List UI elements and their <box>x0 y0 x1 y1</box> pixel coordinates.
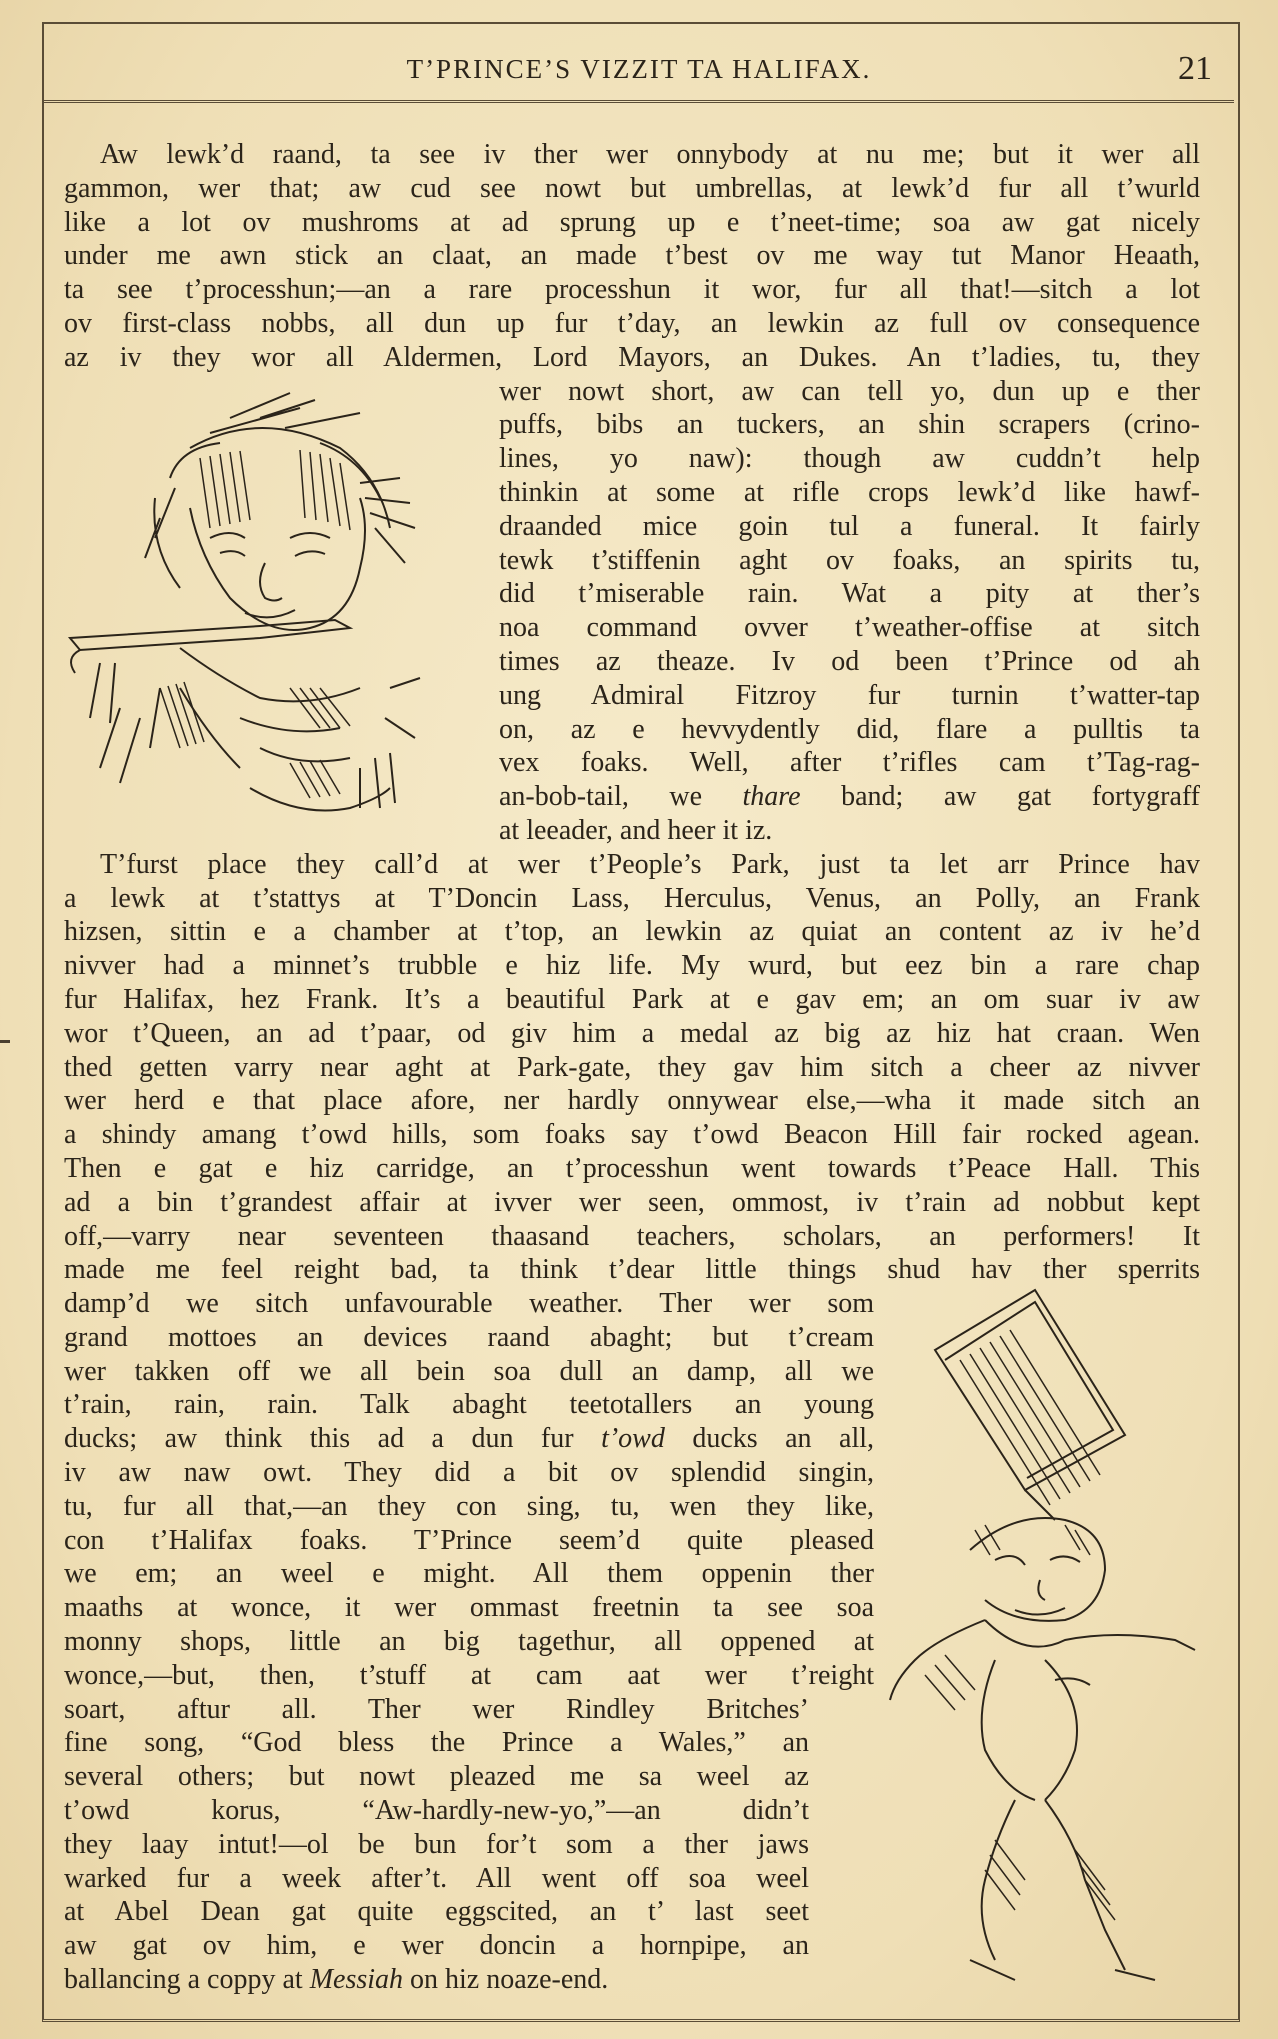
text-line: ballancing a coppy at Messiah on hiz noaze-end. <box>64 1964 609 1996</box>
running-title: T’PRINCE’S VIZZIT TA HALIFAX. <box>406 54 872 84</box>
text-line: con t’Halifax foaks. T’Prince seem’d quite pleased <box>64 1524 874 1556</box>
text-line: thed getten varry near aght at Park-gate, they gav him sitch a cheer az nivver <box>64 1051 1200 1083</box>
text-line: gammon, wer that; aw cud see nowt but umbrellas, at lewk’d fur all t’wurld <box>64 172 1200 204</box>
italic-word: Messiah <box>309 1964 404 1996</box>
text-line: damp’d we sitch unfavourable weather. Ther wer som <box>64 1288 874 1320</box>
text-line: ov first-class nobbs, all dun up fur t’day, an lewkin az full ov consequence <box>64 307 1200 339</box>
italic-word: t’owd <box>601 1423 665 1455</box>
text-line: at Abel Dean gat quite eggscited, an t’ last seet <box>64 1896 809 1928</box>
text-line: az iv they wor all Aldermen, Lord Mayors, an Dukes. An t’ladies, tu, they <box>64 341 1200 373</box>
text-line: ung Admiral Fitzroy fur turnin t’watter-tap <box>499 679 1200 711</box>
text-line: an-bob-tail, we thare band; aw gat fortygraff <box>499 781 1201 813</box>
text-line: tewk t’stiffenin aght ov foaks, an spirits tu, <box>499 544 1200 576</box>
page-number: 21 <box>1178 50 1212 87</box>
text-line: warked fur a week after’t. All went off soa weel <box>64 1862 809 1894</box>
text-line: made me feel reight bad, ta think t’dear little things shud hav ther sperrits <box>64 1254 1200 1286</box>
italic-word: thare <box>742 781 801 813</box>
text-line: aw gat ov him, e wer doncin a hornpipe, an <box>64 1930 809 1962</box>
text-line: iv aw naw owt. They did a bit ov splendid singin, <box>64 1457 874 1489</box>
text-line: thinkin at some at rifle crops lewk’d like hawf- <box>499 476 1200 508</box>
text-line: under me awn stick an claat, an made t’best ov me way tut Manor Heaath, <box>64 240 1200 272</box>
margin-mark <box>0 1040 10 1043</box>
text-line: a shindy amang t’owd hills, som foaks say t’owd Beacon Hill fair rocked agean. <box>64 1119 1200 1151</box>
running-header <box>44 22 1234 103</box>
text-line: did t’miserable rain. Wat a pity at ther’s <box>499 578 1200 610</box>
text-line: times az theaze. Iv od been t’Prince od ah <box>499 645 1200 677</box>
text-line: ta see t’processhun;—an a rare processhun it wor, fur all that!—sitch a lot <box>64 274 1200 306</box>
text-line: we em; an weel e might. All them oppenin ther <box>64 1558 874 1590</box>
text-line: draanded mice goin tul a funeral. It fairly <box>499 510 1200 542</box>
text-line: at leeader, and heer it iz. <box>499 814 773 846</box>
text-line: monny shops, little an big tagethur, all oppened at <box>64 1626 874 1658</box>
body-text <box>64 138 1200 1997</box>
text-line: hizsen, sittin e a chamber at t’top, an lewkin az quiat an content az iv he’d <box>64 916 1200 948</box>
text-line: fur Halifax, hez Frank. It’s a beautiful Park at e gav em; an om suar iv aw <box>64 983 1200 1015</box>
text-line: Aw lewk’d raand, ta see iv ther wer onnybody at nu me; but it wer all <box>100 139 1200 170</box>
text-line: Then e gat e hiz carridge, an t’processhun went towards t’Peace Hall. This <box>64 1152 1200 1184</box>
text-line: several others; but nowt pleazed me sa weel az <box>64 1761 809 1793</box>
text-line: like a lot ov mushroms at ad sprung up e t’neet-time; soa aw gat nicely <box>64 206 1200 238</box>
text-line: wer nowt short, aw can tell yo, dun up e ther <box>499 375 1200 407</box>
text-line: wonce,—but, then, t’stuff at cam aat wer t’reight <box>64 1659 874 1691</box>
text-line: t’rain, rain, rain. Talk abaght teetotallers an young <box>64 1389 874 1421</box>
text-line: they laay intut!—ol be bun for’t som a ther jaws <box>64 1828 809 1860</box>
text-line: wor t’Queen, an ad t’paar, od giv him a medal az big az hiz hat craan. Wen <box>64 1017 1200 1049</box>
text-line: ad a bin t’grandest affair at ivver wer seen, ommost, iv t’rain ad nobbut kept <box>64 1186 1200 1218</box>
text-line: puffs, bibs an tuckers, an shin scrapers (crino- <box>499 409 1200 441</box>
text-line: lines, yo naw): though aw cuddn’t help <box>499 443 1200 475</box>
text-line: T’furst place they call’d at wer t’People’s Park, just ta let arr Prince hav <box>100 848 1200 880</box>
text-line: soart, aftur all. Ther wer Rindley Britches’ <box>64 1693 809 1725</box>
text-line: noa command ovver t’weather-offise at sitch <box>499 612 1200 644</box>
text-line: tu, fur all that,—an they con sing, tu, wen they like, <box>64 1490 874 1522</box>
text-line: grand mottoes an devices raand abaght; but t’cream <box>64 1321 874 1353</box>
text-line: nivver had a minnet’s trubble e hiz life. My wurd, but eez bin a rare chap <box>64 950 1200 982</box>
text-line: off,—varry near seventeen thaasand teachers, scholars, an performers! It <box>64 1220 1200 1252</box>
text-line: maaths at wonce, it wer ommast freetnin ta see soa <box>64 1592 874 1624</box>
text-line: wer takken off we all bein soa dull an damp, all we <box>64 1355 874 1387</box>
text-line: vex foaks. Well, after t’rifles cam t’Tag-rag- <box>499 747 1200 779</box>
text-line: ducks; aw think this ad a dun fur t’owd ducks an all, <box>64 1423 875 1455</box>
text-line: wer herd e that place afore, ner hardly onnywear else,—wha it made sitch an <box>64 1085 1200 1117</box>
text-line: on, az e hevvydently did, flare a pulltis ta <box>499 713 1200 745</box>
text-line: a lewk at t’stattys at T’Doncin Lass, Herculus, Venus, an Polly, an Frank <box>64 882 1200 914</box>
text-line: t’owd korus, “Aw-hardly-new-yo,”—an didn’t <box>64 1795 809 1827</box>
text-line: fine song, “God bless the Prince a Wales,” an <box>64 1727 809 1759</box>
